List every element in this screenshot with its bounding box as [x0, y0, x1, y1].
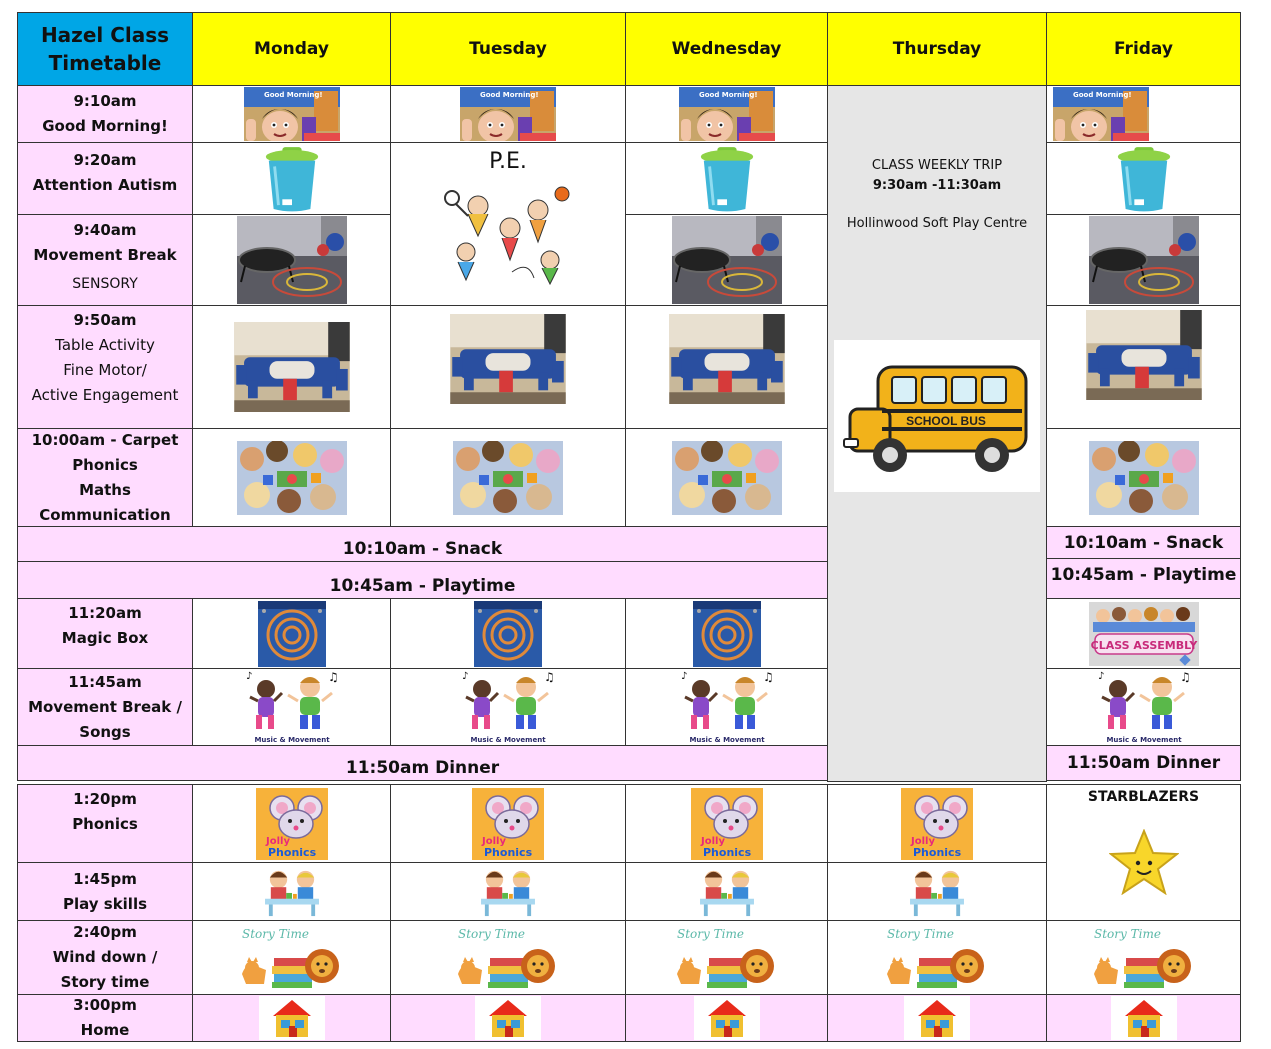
classroom-tables-picture — [449, 314, 567, 404]
play-skills-icon — [906, 866, 968, 918]
band-dinner: 11:50am Dinner — [17, 745, 828, 781]
cell-thursday-play-skills — [827, 862, 1047, 921]
slot-line-1: Wind down / — [52, 948, 158, 966]
cell-friday-starblazers — [1046, 784, 1241, 921]
carpet-group-picture — [453, 441, 563, 515]
cell-friday-table-activity — [1046, 305, 1241, 429]
header-wednesday: Wednesday — [625, 12, 828, 86]
slot-line-1: Phonics — [72, 455, 138, 474]
title-line-1: Hazel Class — [40, 23, 170, 47]
slot-time: 3:00pm — [73, 996, 137, 1014]
time-slot-magic-box — [17, 598, 193, 669]
cell-wednesday-good-morning — [625, 85, 828, 143]
bucket-icon — [263, 145, 321, 213]
story-time-text: Story Time — [458, 926, 525, 941]
music-movement-caption: Music & Movement — [688, 736, 765, 743]
carpet-group-picture — [672, 441, 782, 515]
cell-wednesday-movement-break — [625, 214, 828, 306]
phonics-text: Phonics — [484, 845, 533, 859]
music-movement-caption: Music & Movement — [470, 736, 546, 743]
music-movement-caption: Music & Movement — [1105, 736, 1182, 743]
cell-thursday-weekly-trip — [827, 85, 1047, 782]
slot-line-2: Songs — [79, 722, 131, 741]
sensory-room-picture — [237, 216, 347, 304]
trip-title: CLASS WEEKLY TRIP — [871, 158, 1003, 173]
sensory-room-picture — [1089, 216, 1199, 304]
time-slot-attention-autism — [17, 142, 193, 215]
jolly-text: Jolly — [482, 835, 506, 847]
play-skills-icon — [261, 866, 323, 918]
classroom-tables-picture — [1085, 310, 1203, 400]
slot-time: 10:00am - Carpet — [31, 430, 179, 449]
good-morning-picture — [244, 87, 340, 141]
cell-wednesday-carpet — [625, 428, 828, 527]
jolly-phonics-icon — [901, 788, 973, 860]
star-icon — [1109, 829, 1179, 895]
trip-time: 9:30am -11:30am — [872, 178, 1002, 193]
cell-tuesday-phonics — [390, 784, 626, 863]
bucket-icon — [1115, 145, 1173, 213]
good-morning-picture-text: Good Morning! — [698, 91, 758, 99]
slot-time: 1:20pm — [73, 790, 137, 808]
jolly-text: Jolly — [911, 835, 935, 847]
slot-label: Movement Break — [33, 246, 177, 264]
cell-thursday-story-time — [827, 920, 1047, 995]
slot-label: Home — [80, 1021, 130, 1039]
slot-time: 2:40pm — [73, 923, 137, 941]
slot-time: 9:10am — [73, 92, 137, 110]
story-time-icon — [1090, 926, 1198, 990]
band-snack: 10:10am - Snack — [17, 526, 828, 562]
cell-monday-magic-box — [192, 598, 391, 669]
class-assembly-text: CLASS ASSEMBLY — [1090, 638, 1197, 652]
time-slot-good-morning — [17, 85, 193, 143]
play-skills-icon — [477, 866, 539, 918]
time-slot-home — [17, 994, 193, 1042]
header-tuesday: Tuesday — [390, 12, 626, 86]
band-playtime: 10:45am - Playtime — [17, 561, 828, 599]
cell-monday-movement-break — [192, 214, 391, 306]
sensory-room-picture — [672, 216, 782, 304]
cell-monday-music-movement — [192, 668, 391, 746]
cell-friday-story-time — [1046, 920, 1241, 995]
jolly-text: Jolly — [700, 835, 725, 847]
cell-tuesday-music-movement — [390, 668, 626, 746]
slot-label: Magic Box — [61, 629, 149, 647]
cell-wednesday-attention-autism — [625, 142, 828, 215]
story-time-text: Story Time — [887, 926, 954, 941]
school-bus-text: SCHOOL BUS — [906, 414, 986, 428]
cell-tuesday-carpet — [390, 428, 626, 527]
jolly-phonics-icon — [691, 788, 763, 860]
carpet-group-picture — [1089, 441, 1199, 515]
magic-box-picture — [693, 601, 761, 667]
cell-friday-class-assembly — [1046, 598, 1241, 669]
cell-wednesday-magic-box — [625, 598, 828, 669]
cell-friday-carpet — [1046, 428, 1241, 527]
good-morning-picture-text: Good Morning! — [263, 91, 323, 99]
cell-monday-attention-autism — [192, 142, 391, 215]
cell-monday-good-morning — [192, 85, 391, 143]
cell-tuesday-table-activity — [390, 305, 626, 429]
cell-monday-home — [192, 994, 391, 1042]
time-slot-songs — [17, 668, 193, 746]
cell-wednesday-music-movement — [625, 668, 828, 746]
house-icon — [904, 996, 970, 1040]
slot-time: 1:45pm — [73, 869, 137, 888]
pe-children-icon — [438, 186, 578, 286]
cell-monday-table-activity — [192, 305, 391, 429]
cell-wednesday-play-skills — [625, 862, 828, 921]
slot-line-3: Active Engagement — [31, 386, 179, 404]
jolly-phonics-icon — [256, 788, 328, 860]
cell-friday-home — [1046, 994, 1241, 1042]
cell-tuesday-magic-box — [390, 598, 626, 669]
music-movement-caption: Music & Movement — [253, 736, 330, 743]
cell-monday-play-skills — [192, 862, 391, 921]
time-slot-movement-break — [17, 214, 193, 306]
slot-line-2: Story time — [60, 973, 150, 991]
story-time-icon — [673, 926, 781, 990]
cell-tuesday-story-time — [390, 920, 626, 995]
slot-label: Good Morning! — [42, 117, 168, 135]
time-slot-carpet — [17, 428, 193, 527]
timetable-title — [17, 12, 193, 86]
house-icon — [694, 996, 760, 1040]
slot-time: 9:50am — [73, 311, 137, 329]
cell-friday-good-morning — [1046, 85, 1241, 143]
cell-wednesday-home — [625, 994, 828, 1042]
good-morning-picture — [679, 87, 775, 141]
cell-wednesday-phonics — [625, 784, 828, 863]
cell-tuesday-pe — [390, 142, 626, 306]
time-slot-phonics — [17, 784, 193, 863]
slot-time: 11:45am — [68, 672, 142, 691]
title-line-2: Timetable — [48, 51, 162, 75]
time-slot-story-time — [17, 920, 193, 995]
cell-monday-phonics — [192, 784, 391, 863]
pe-label: P.E. — [489, 149, 527, 174]
class-assembly-picture — [1089, 602, 1199, 666]
play-skills-icon — [696, 866, 758, 918]
header-friday: Friday — [1046, 12, 1241, 86]
classroom-tables-picture — [668, 314, 786, 404]
school-bus-picture-frame — [834, 340, 1040, 492]
cell-friday-movement-break — [1046, 214, 1241, 306]
cell-monday-carpet — [192, 428, 391, 527]
magic-box-picture — [258, 601, 326, 667]
cell-thursday-home — [827, 994, 1047, 1042]
slot-line-2: Maths — [79, 480, 131, 499]
trip-place: Hollinwood Soft Play Centre — [846, 216, 1028, 231]
music-movement-picture — [458, 671, 558, 743]
friday-snack: 10:10am - Snack — [1046, 526, 1241, 559]
story-time-text: Story Time — [1093, 926, 1161, 941]
slot-line-2: Fine Motor/ — [63, 361, 147, 379]
header-monday: Monday — [192, 12, 391, 86]
slot-label: Attention Autism — [32, 176, 178, 194]
time-slot-play-skills — [17, 862, 193, 921]
cell-friday-music-movement — [1046, 668, 1241, 746]
classroom-tables-picture — [233, 322, 351, 412]
slot-sub: SENSORY — [72, 276, 138, 292]
cell-tuesday-play-skills — [390, 862, 626, 921]
music-movement-picture — [677, 671, 777, 743]
header-thursday: Thursday — [827, 12, 1047, 86]
starblazers-label: STARBLAZERS — [1087, 789, 1200, 805]
jolly-phonics-icon — [472, 788, 544, 860]
story-time-icon — [883, 926, 991, 990]
story-time-text: Story Time — [676, 926, 744, 941]
story-time-text: Story Time — [241, 926, 309, 941]
cell-thursday-phonics — [827, 784, 1047, 863]
phonics-text: Phonics — [913, 845, 962, 859]
school-bus-icon — [842, 351, 1032, 481]
time-slot-table-activity — [17, 305, 193, 429]
slot-time: 9:40am — [73, 221, 137, 239]
phonics-text: Phonics — [702, 845, 751, 859]
slot-line-1: Table Activity — [55, 336, 155, 354]
cell-friday-attention-autism — [1046, 142, 1241, 215]
slot-label: Phonics — [72, 815, 138, 833]
slot-time: 9:20am — [73, 151, 137, 169]
good-morning-picture-text: Good Morning! — [480, 91, 539, 99]
story-time-icon — [454, 926, 562, 990]
bucket-icon — [698, 145, 756, 213]
friday-playtime: 10:45am - Playtime — [1046, 558, 1241, 599]
jolly-text: Jolly — [265, 835, 290, 847]
music-movement-picture — [242, 671, 342, 743]
slot-line-3: Communication — [39, 505, 171, 524]
good-morning-picture-text: Good Morning! — [1073, 91, 1132, 99]
slot-label: Play skills — [62, 894, 148, 913]
slot-time: 11:20am — [68, 604, 142, 622]
story-time-icon — [238, 926, 346, 990]
house-icon — [475, 996, 541, 1040]
cell-tuesday-good-morning — [390, 85, 626, 143]
house-icon — [259, 996, 325, 1040]
good-morning-picture — [1053, 87, 1149, 141]
music-movement-picture — [1094, 671, 1194, 743]
phonics-text: Phonics — [267, 845, 316, 859]
friday-dinner: 11:50am Dinner — [1046, 745, 1241, 781]
house-icon — [1111, 996, 1177, 1040]
slot-line-1: Movement Break / — [28, 697, 182, 716]
magic-box-picture — [474, 601, 542, 667]
good-morning-picture — [460, 87, 556, 141]
carpet-group-picture — [237, 441, 347, 515]
cell-tuesday-home — [390, 994, 626, 1042]
cell-monday-story-time — [192, 920, 391, 995]
cell-wednesday-story-time — [625, 920, 828, 995]
cell-wednesday-table-activity — [625, 305, 828, 429]
